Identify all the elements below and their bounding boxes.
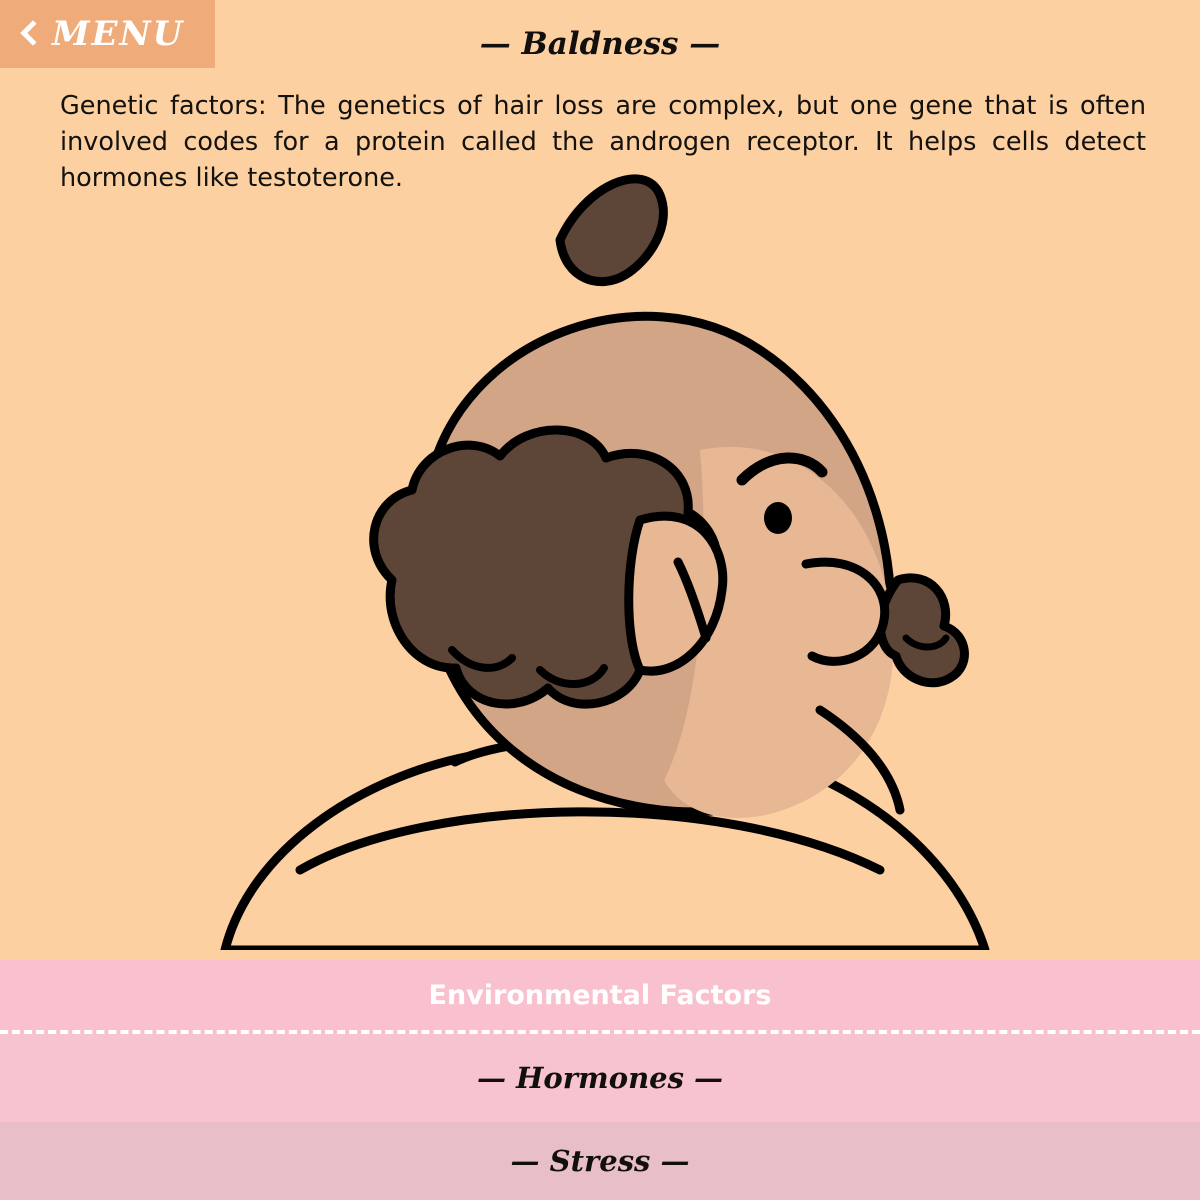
sideburn	[881, 578, 965, 683]
balding-man-illustration	[0, 150, 1200, 950]
panel-environmental-factors[interactable]	[0, 960, 1200, 1034]
nose	[806, 562, 885, 661]
panel-stress[interactable]	[0, 1122, 1200, 1200]
panel-label-environmental-factors: Environmental Factors	[428, 979, 772, 1011]
section-panels	[0, 960, 1200, 1200]
menu-button[interactable]	[0, 0, 215, 68]
menu-button-label: MENU	[52, 14, 185, 54]
page-title: — Baldness —	[479, 26, 721, 62]
panel-label-stress: — Stress —	[510, 1144, 690, 1178]
eye	[764, 502, 792, 534]
panel-hormones[interactable]	[0, 1034, 1200, 1122]
body-paragraph: Genetic factors: The genetics of hair loss are complex, but one gene that is often involved codes for a protein called the androgen receptor. It helps cells detect hormones like testoterone.	[60, 91, 1146, 194]
panel-label-hormones: — Hormones —	[476, 1061, 724, 1095]
chevron-left-icon	[20, 20, 45, 45]
